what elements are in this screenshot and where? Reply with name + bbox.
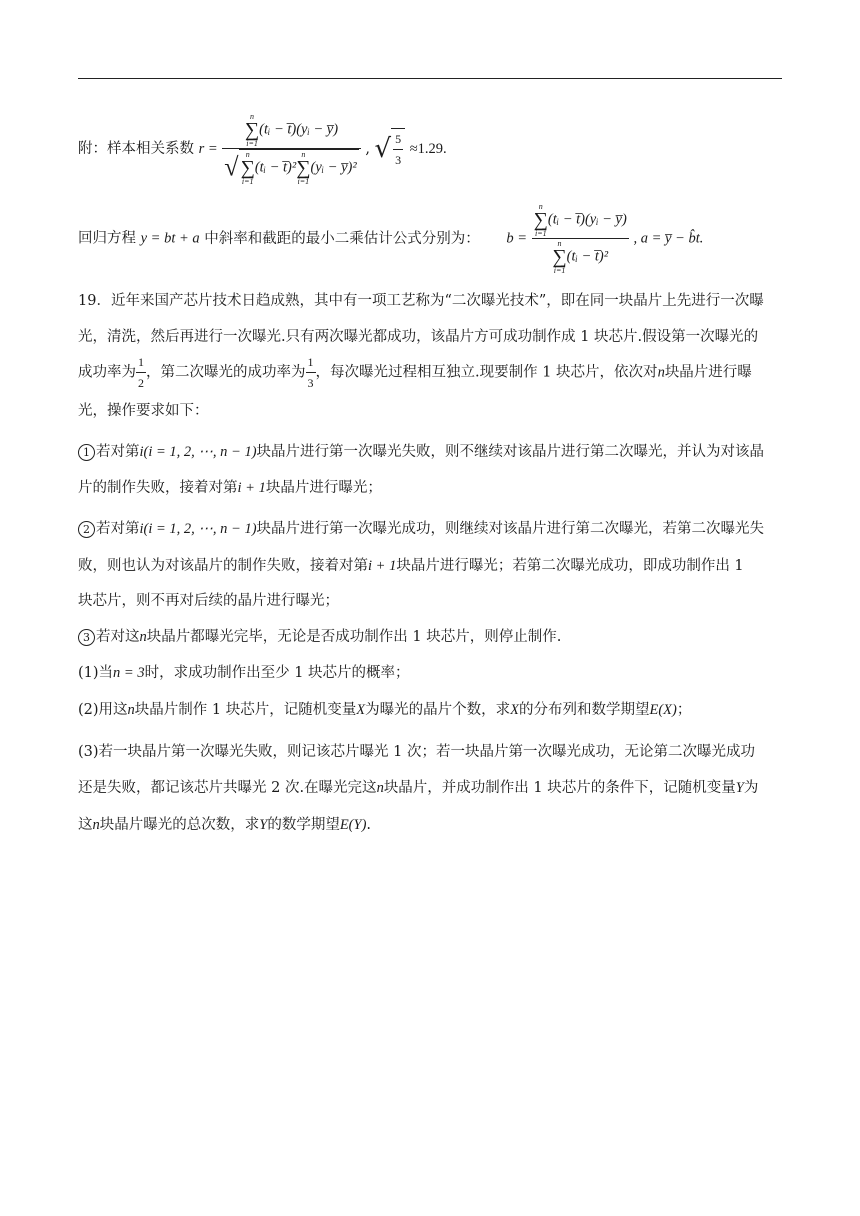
slope-fraction: n ∑ i=1 (tᵢ − t̅)(yᵢ − y̅) n ∑ i=1 (tᵢ − t̅)² (533, 202, 627, 275)
question-1: (1)当n = 3时，求成功制作出至少 1 块芯片的概率； (78, 665, 410, 681)
sqrt-five-thirds: √ $\frac{5}{3}$ (375, 128, 406, 170)
regression-eq: y = bt + a (140, 230, 200, 247)
problem-line-1: 19．近年来国产芯片技术日趋成熟，其中有一项工艺称为“二次曝光技术”，即在同一块晶片上先进行一次曝 (78, 293, 764, 309)
circled-number-3: 3 (78, 629, 95, 646)
appendix-prefix: 附：样本相关系数 (78, 141, 194, 157)
problem-line-2: 光，清洗，然后再进行一次曝光.只有两次曝光都成功，该晶片方可成功制作成 1 块芯片.假设第一次曝光的 (78, 329, 759, 345)
fraction-half: $\frac{1}{2}$ (136, 352, 146, 393)
header-rule (78, 78, 782, 79)
problem-line-3: 成功率为 $\frac{1}{2}$ ，第二次曝光的成功率为 $\frac{1}{3}$ ，每次曝光过程相互独立.现要制作 1 块芯片，依次对n块晶片进行曝 (78, 352, 752, 388)
question-3-line-3: 这n块晶片曝光的总次数，求Y的数学期望E(Y). (78, 817, 372, 833)
regression-line (78, 202, 703, 278)
correlation-numerator: n ∑ i=1 (tᵢ − t̅)(yᵢ − y̅) (244, 112, 339, 148)
appendix-line: 附：样本相关系数 r = n ∑ i=1 (tᵢ − t̅)(yᵢ − y̅) √ n ∑ i=1 (tᵢ − t̅)² n ∑ i=1 (yᵢ − y̅)² , √ $\frac{5}{3}$ ≈1.29. (78, 112, 447, 186)
rule-1-line-1: 1 若对第i(i = 1, 2, ⋯, n − 1)块晶片进行第一次曝光失败，则不继续对该晶片进行第二次曝光，并认为对该晶 (78, 442, 764, 462)
r-label: r = (198, 141, 218, 157)
approx-value: ≈1.29. (409, 141, 447, 157)
rule-3-line: 3 若对这n块晶片都曝光完毕，无论是否成功制作出 1 块芯片，则停止制作. (78, 627, 561, 647)
circled-number-1: 1 (78, 444, 95, 461)
fraction-third: $\frac{1}{3}$ (306, 352, 316, 393)
question-3-line-1: (3)若一块晶片第一次曝光失败，则记该芯片曝光 1 次；若一块晶片第一次曝光成功，无论第二次曝光成功 (78, 744, 755, 760)
problem-line-4: 光，操作要求如下： (78, 403, 209, 419)
rule-2-line-2: 败，则也认为对该晶片的制作失败，接着对第i + 1块晶片进行曝光；若第二次曝光成功，即成功制作出 1 (78, 558, 744, 574)
question-3-line-2: 还是失败，都记该芯片共曝光 2 次.在曝光完这n块晶片，并成功制作出 1 块芯片的条件下，记随机变量Y为 (78, 780, 759, 796)
question-2: (2)用这n块晶片制作 1 块芯片，记随机变量X为曝光的晶片个数，求X的分布列和数学期望E(X)； (78, 702, 692, 718)
circled-number-2: 2 (78, 521, 95, 538)
intercept-formula: , a = y̅ − b̂t. (633, 230, 704, 247)
correlation-denominator: √ n ∑ i=1 (tᵢ − t̅)² n ∑ i=1 (yᵢ − y̅)² (222, 148, 360, 186)
regression-intro: 回归方程 (78, 230, 136, 247)
b-label: b = (506, 230, 528, 247)
rule-2-line-1: 2 若对第i(i = 1, 2, ⋯, n − 1)块晶片进行第一次曝光成功，则继续对该晶片进行第二次曝光，若第二次曝光失 (78, 519, 764, 539)
correlation-fraction (222, 112, 360, 186)
regression-mid: 中斜率和截距的最小二乘估计公式分别为： (204, 230, 480, 247)
rule-1-line-2: 片的制作失败，接着对第i + 1块晶片进行曝光； (78, 480, 382, 496)
rule-2-line-3: 块芯片，则不再对后续的晶片进行曝光； (78, 593, 339, 609)
